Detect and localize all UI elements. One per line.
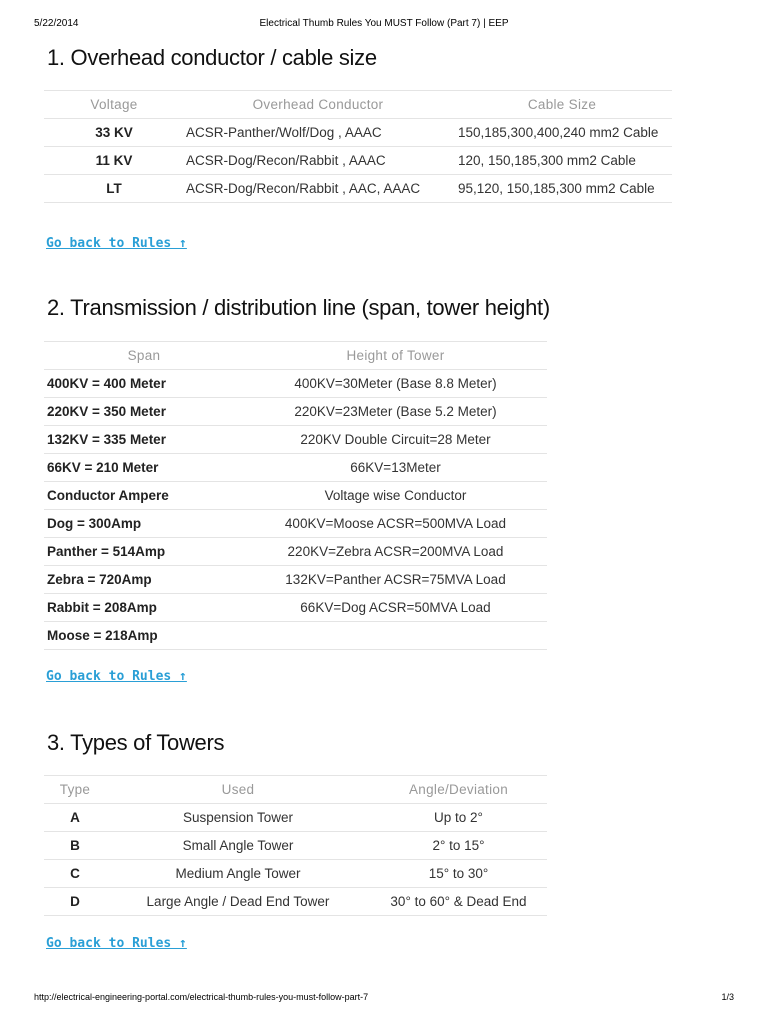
table-cell: 66KV = 210 Meter xyxy=(44,454,244,482)
print-date: 5/22/2014 xyxy=(34,18,79,29)
table-header-row xyxy=(44,342,547,370)
table-row xyxy=(44,566,547,594)
table-cell: Medium Angle Tower xyxy=(106,860,370,888)
table-cell: 66KV=13Meter xyxy=(244,454,547,482)
table-cell: 2° to 15° xyxy=(370,832,547,860)
table-cell: 30° to 60° & Dead End xyxy=(370,888,547,916)
print-page-title: Electrical Thumb Rules You MUST Follow (Part 7) | EEP xyxy=(259,18,509,29)
table-cell: 150,185,300,400,240 mm2 Cable xyxy=(452,119,672,147)
table-cell: 120, 150,185,300 mm2 Cable xyxy=(452,147,672,175)
table-row xyxy=(44,147,672,175)
section-heading-types-of-towers: 3. Types of Towers xyxy=(47,730,225,755)
go-back-to-rules-link[interactable]: Go back to Rules ↑ xyxy=(46,669,187,684)
table-cell: Small Angle Tower xyxy=(106,832,370,860)
tower-types-table xyxy=(44,775,547,916)
table-row xyxy=(44,860,547,888)
section-heading-conductor-cable-size: 1. Overhead conductor / cable size xyxy=(47,45,377,70)
table-cell: 220KV=Zebra ACSR=200MVA Load xyxy=(244,538,547,566)
table-cell: Voltage wise Conductor xyxy=(244,482,547,510)
section-heading-transmission-line: 2. Transmission / distribution line (span, tower height) xyxy=(47,295,550,320)
table-cell: Large Angle / Dead End Tower xyxy=(106,888,370,916)
column-header: Span xyxy=(44,342,244,370)
table-cell: C xyxy=(44,860,106,888)
column-header: Height of Tower xyxy=(244,342,547,370)
table-cell: 220KV=23Meter (Base 5.2 Meter) xyxy=(244,398,547,426)
table-header-row xyxy=(44,776,547,804)
table-cell: 15° to 30° xyxy=(370,860,547,888)
table-row xyxy=(44,482,547,510)
table-row xyxy=(44,370,547,398)
table-cell: LT xyxy=(44,175,184,203)
column-header: Cable Size xyxy=(452,91,672,119)
table-row xyxy=(44,398,547,426)
go-back-to-rules-link[interactable]: Go back to Rules ↑ xyxy=(46,936,187,951)
column-header: Angle/Deviation xyxy=(370,776,547,804)
table-cell: 132KV = 335 Meter xyxy=(44,426,244,454)
conductor-cable-table xyxy=(44,90,672,203)
table-row xyxy=(44,175,672,203)
table-row xyxy=(44,538,547,566)
table-cell: 400KV=Moose ACSR=500MVA Load xyxy=(244,510,547,538)
table-row xyxy=(44,510,547,538)
table-row xyxy=(44,426,547,454)
table-cell: 132KV=Panther ACSR=75MVA Load xyxy=(244,566,547,594)
table-cell: 33 KV xyxy=(44,119,184,147)
table-cell: ACSR-Dog/Recon/Rabbit , AAC, AAAC xyxy=(184,175,452,203)
table-cell: 400KV=30Meter (Base 8.8 Meter) xyxy=(244,370,547,398)
table-cell: Dog = 300Amp xyxy=(44,510,244,538)
print-footer xyxy=(34,992,734,1006)
table-row xyxy=(44,832,547,860)
table-cell: ACSR-Dog/Recon/Rabbit , AAAC xyxy=(184,147,452,175)
table-cell: A xyxy=(44,804,106,832)
table-cell: 400KV = 400 Meter xyxy=(44,370,244,398)
table-cell: 220KV Double Circuit=28 Meter xyxy=(244,426,547,454)
table-cell: D xyxy=(44,888,106,916)
transmission-line-table xyxy=(44,341,547,650)
table-cell: Up to 2° xyxy=(370,804,547,832)
table-cell: Moose = 218Amp xyxy=(44,622,244,650)
print-header xyxy=(34,18,734,32)
table-header-row xyxy=(44,91,672,119)
go-back-to-rules-link[interactable]: Go back to Rules ↑ xyxy=(46,236,187,251)
column-header: Type xyxy=(44,776,106,804)
table-cell: 11 KV xyxy=(44,147,184,175)
table-cell: B xyxy=(44,832,106,860)
column-header: Overhead Conductor xyxy=(184,91,452,119)
column-header: Voltage xyxy=(44,91,184,119)
print-page-url: http://electrical-engineering-portal.com/electrical-thumb-rules-you-must-follow-part-7 xyxy=(34,992,369,1002)
table-cell: Panther = 514Amp xyxy=(44,538,244,566)
table-row xyxy=(44,454,547,482)
table-cell: Rabbit = 208Amp xyxy=(44,594,244,622)
table-cell: 95,120, 150,185,300 mm2 Cable xyxy=(452,175,672,203)
table-cell: 66KV=Dog ACSR=50MVA Load xyxy=(244,594,547,622)
table-cell: 220KV = 350 Meter xyxy=(44,398,244,426)
table-row xyxy=(44,804,547,832)
table-row xyxy=(44,622,547,650)
table-cell: Suspension Tower xyxy=(106,804,370,832)
table-cell xyxy=(244,622,547,650)
table-row xyxy=(44,594,547,622)
table-row xyxy=(44,888,547,916)
table-row xyxy=(44,119,672,147)
table-cell: ACSR-Panther/Wolf/Dog , AAAC xyxy=(184,119,452,147)
table-cell: Zebra = 720Amp xyxy=(44,566,244,594)
column-header: Used xyxy=(106,776,370,804)
page-number: 1/3 xyxy=(721,992,734,1002)
table-cell: Conductor Ampere xyxy=(44,482,244,510)
